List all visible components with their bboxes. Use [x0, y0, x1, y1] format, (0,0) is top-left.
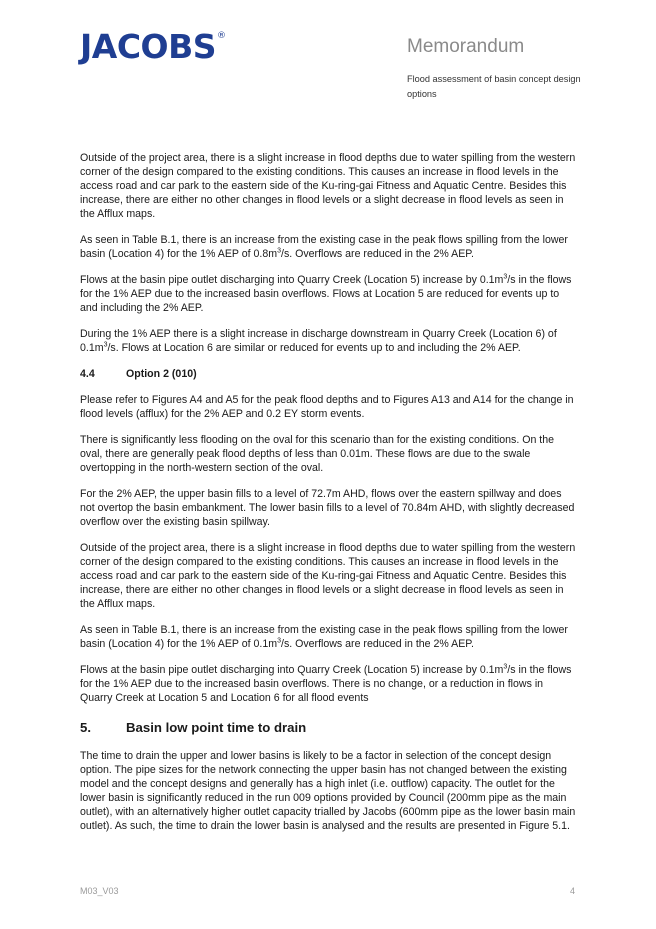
- text-run: Flows at the basin pipe outlet discharging into Quarry Creek (Location 5) increase by 0.1m: [80, 664, 504, 676]
- doc-code: M03_V03: [80, 886, 119, 896]
- doc-type-title: Memorandum: [407, 36, 525, 57]
- text-run: /s. Overflows are reduced in the 2% AEP.: [281, 248, 474, 260]
- section-title: Basin low point time to drain: [126, 720, 307, 735]
- paragraph: [80, 663, 578, 705]
- text-run: /s. Flows at Location 6 are similar or reduced for events up to and including the 2% AEP.: [107, 342, 521, 354]
- superscript: 3: [277, 247, 281, 255]
- paragraph: [80, 623, 578, 651]
- superscript: 3: [103, 341, 108, 349]
- paragraph: [80, 327, 578, 355]
- section-heading-5: [80, 721, 578, 735]
- section-number: 4.4: [80, 368, 95, 380]
- paragraph: The time to drain the upper and lower basins is likely to be a factor in selection of the concept design option. The pipe sizes for the network connecting the upper basin has not changed between the existing model and the concept designs and generally has a high inlet (i.e. outflow) capacity. The outlet for the lower basin is significantly reduced in the run 009 options provided by Council (200mm pipe as the main outlet), with an alternatively higher outlet capacity trialled by Jacobs (600mm pipe as the lower basin main outlet). As such, the time to drain the lower basin is analysed and the results are presented in Figure 5.1.: [80, 750, 576, 832]
- text-run: As seen in Table B.1, there is an increase from the existing case in the peak flows spilling from the lower basin (Location 4) for the 1% AEP of 0.1m: [80, 624, 568, 650]
- page-number: 4: [570, 886, 576, 896]
- text-run: During the 1% AEP there is a slight increase in discharge downstream in Quarry Creek (Location 6) of 0.1m: [80, 328, 557, 354]
- logo-text: JACOBS: [80, 27, 217, 66]
- doc-subtitle: Flood assessment of basin concept design options: [407, 74, 581, 99]
- paragraph: There is significantly less flooding on the oval for this scenario than for the existing conditions. On the oval, there are generally peak flood depths of less than 0.01m. These flows are due to the swale overtopping in the north-western section of the oval.: [80, 434, 555, 474]
- paragraph: Outside of the project area, there is a slight increase in flood depths due to water spilling from the western corner of the design compared to the existing conditions. This causes an increase in flood levels in the access road and car park to the eastern side of the Ku-ring-gai Fitness and Aquatic Centre. Besides this increase, there are either no other changes in flood levels or a slight decrease in flood levels as seen in the Afflux maps.: [80, 152, 576, 220]
- superscript: 3: [277, 637, 281, 645]
- text-run: /s in the flows for the 1% AEP due to the increased basin overflows. Flows at Location 5 are reduced for events up to and including the 2% AEP.: [80, 274, 572, 314]
- paragraph: [80, 233, 578, 261]
- text-run: Flows at the basin pipe outlet discharging into Quarry Creek (Location 5) increase by 0.1m: [80, 274, 504, 286]
- registered-mark: ®: [217, 31, 226, 41]
- superscript: 3: [503, 663, 508, 671]
- section-number: 5.: [80, 720, 91, 735]
- paragraph: Outside of the project area, there is a slight increase in flood depths due to water spilling from the western corner of the design compared to the existing conditions. This causes an increase in flood levels in the access road and car park to the eastern side of the Ku-ring-gai Fitness and Aquatic Centre. Besides this increase, there are either no other changes in flood levels or a slight decrease in flood levels as seen in the Afflux maps.: [80, 542, 576, 610]
- text-run: As seen in Table B.1, there is an increase from the existing case in the peak flows spilling from the lower basin (Location 4) for the 1% AEP of 0.8m: [80, 234, 568, 260]
- paragraph: [80, 273, 578, 315]
- text-run: /s. Overflows are reduced in the 2% AEP.: [281, 638, 474, 650]
- section-heading-4-4: [80, 367, 578, 381]
- section-title: Option 2 (010): [126, 368, 197, 380]
- jacobs-logo: [80, 27, 226, 66]
- paragraph: Please refer to Figures A4 and A5 for the peak flood depths and to Figures A13 and A14 for the change in flood levels (afflux) for the 2% AEP and 0.2 EY storm events.: [80, 394, 574, 420]
- superscript: 3: [503, 273, 508, 281]
- memo-body: [80, 151, 578, 845]
- paragraph: For the 2% AEP, the upper basin fills to a level of 72.7m AHD, flows over the eastern spillway and does not overtop the basin embankment. The lower basin fills to a level of 70.84m AHD, with slightly decreased overflow over the existing basin spillway.: [80, 488, 575, 528]
- text-run: /s in the flows for the 1% AEP due to the increased basin overflows. There is no change, or a reduction in flows in Quarry Creek at Location 5 and Location 6 for all flood events: [80, 664, 572, 704]
